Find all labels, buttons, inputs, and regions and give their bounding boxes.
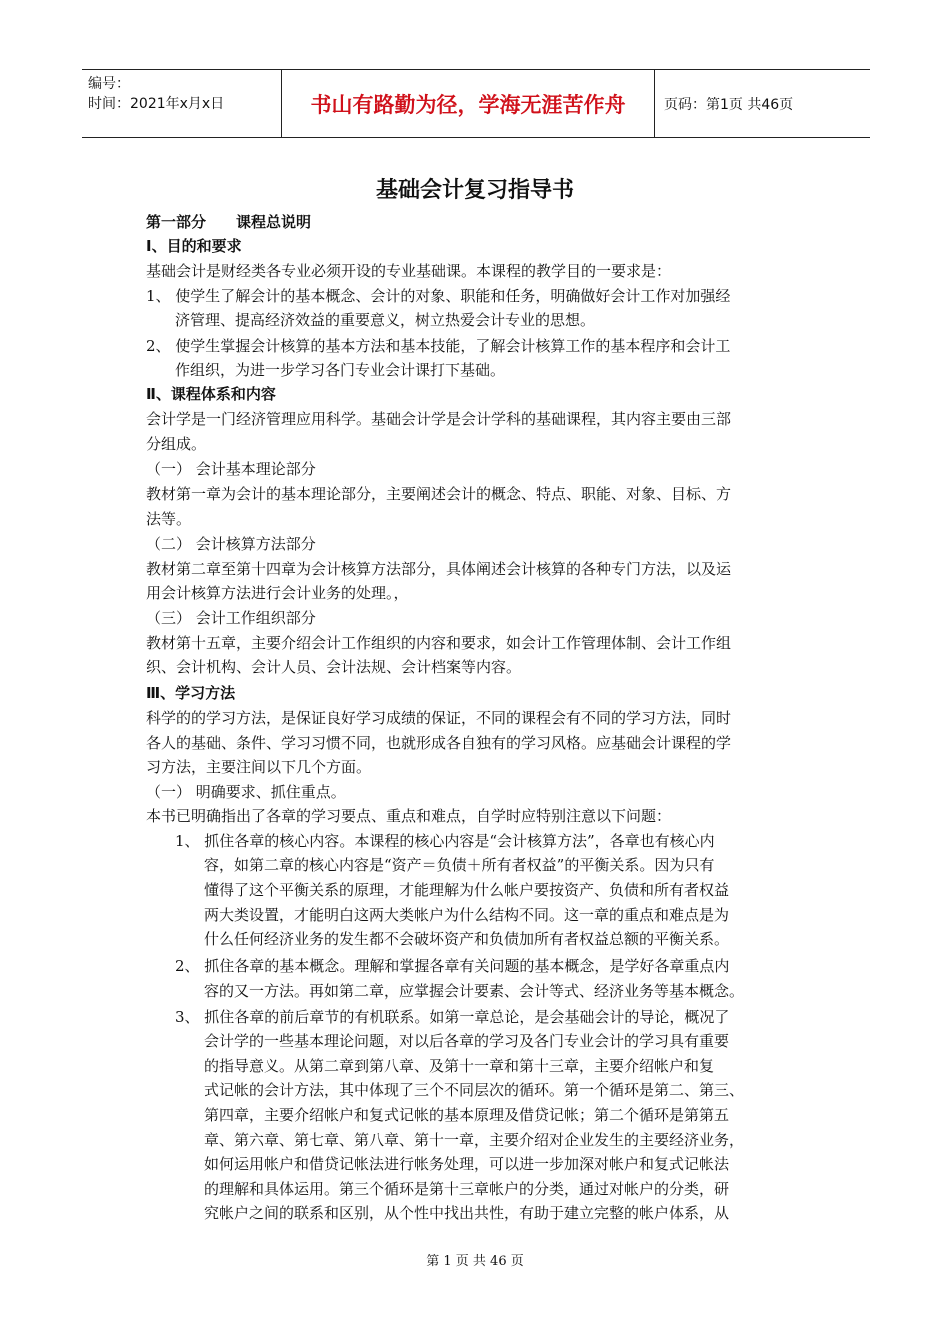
paragraph-line: 法等。 [146,510,192,528]
subsection-heading: （一） 明确要求、抓住重点。 [146,783,346,801]
list-item-line: 究帐户之间的联系和区别，从个性中找出共性，有助于建立完整的帐户体系，从 [204,1204,730,1222]
list-item-line: 容的又一方法。再如第二章，应掌握会计要素、会计等式、经济业务等基本概念。 [204,982,745,1000]
list-item-line: 懂得了这个平衡关系的原理，才能理解为什么帐户要按资产、负债和所有者权益 [204,881,730,899]
list-item-line: 如何运用帐户和借贷记帐法进行帐务处理，可以进一步加深对帐户和复式记帐法 [204,1155,730,1173]
paragraph-line: 基础会计是财经类各专业必须开设的专业基础课。本课程的教学目的一要求是： [146,262,672,280]
section-heading: Ⅱ、课程体系和内容 [146,385,276,403]
code-label: 编号： [88,76,130,92]
list-item-line: 的理解和具体运用。第三个循环是第十三章帐户的分类，通过对帐户的分类，研 [204,1180,730,1198]
time-label: 时间：2021年x月x日 [88,96,225,112]
list-item-line: 济管理、提高经济效益的重要意义，树立热爱会计专业的思想。 [175,311,596,329]
list-item-line: 式记帐的会计方法，其中体现了三个不同层次的循环。第一个循环是第二、第三、 [204,1081,745,1099]
list-item-line: 2、 使学生掌握会计核算的基本方法和基本技能，了解会计核算工作的基本程序和会计工 [146,337,731,355]
list-item-line: 什么任何经济业务的发生都不会破坏资产和负债加所有者权益总额的平衡关系。 [204,930,730,948]
paragraph-line: 科学的的学习方法，是保证良好学习成绩的保证，不同的课程会有不同的学习方法，同时 [146,709,732,727]
list-item-line: 1、 抓住各章的核心内容。本课程的核心内容是“会计核算方法”，各章也有核心内 [175,832,715,850]
list-item-line: 容，如第二章的核心内容是“资产＝负债＋所有者权益”的平衡关系。因为只有 [204,856,715,874]
list-item-line: 第四章，主要介绍帐户和复式记帐的基本原理及借贷记帐；第二个循环是第第五 [204,1106,730,1124]
header-page-info: 页码：第1页 共46页 [664,97,794,113]
document-header [82,69,870,138]
subsection-heading: （一） 会计基本理论部分 [146,460,316,478]
paragraph-line: 织、会计机构、会计人员、会计法规、会计档案等内容。 [146,658,522,676]
section-heading: Ⅰ、目的和要求 [146,237,242,255]
paragraph-line: 分组成。 [146,435,207,453]
header-motto: 书山有路勤为径，学海无涯苦作舟 [310,92,626,117]
list-item-line: 两大类设置，才能明白这两大类帐户为什么结构不同。这一章的重点和难点是为 [204,906,730,924]
list-item-line: 作组织，为进一步学习各门专业会计课打下基础。 [175,361,506,379]
header-divider [654,70,655,137]
document-title: 基础会计复习指导书 [375,178,574,203]
paragraph-line: 教材第十五章，主要介绍会计工作组织的内容和要求，如会计工作管理体制、会计工作组 [146,634,732,652]
subsection-heading: （三） 会计工作组织部分 [146,609,316,627]
paragraph-line: 各人的基础、条件、学习习惯不同，也就形成各自独有的学习风格。应基础会计课程的学 [146,734,732,752]
page-footer: 第 1 页 共 46 页 [426,1254,524,1269]
section-heading: Ⅲ、学习方法 [146,684,236,702]
list-item-line: 1、 使学生了解会计的基本概念、会计的对象、职能和任务，明确做好会计工作对加强经 [146,287,731,305]
paragraph-line: 本书已明确指出了各章的学习要点、重点和难点，自学时应特别注意以下问题： [146,807,672,825]
paragraph-line: 用会计核算方法进行会计业务的处理。， [146,584,409,602]
paragraph-line: 会计学是一门经济管理应用科学。基础会计学是会计学科的基础课程，其内容主要由三部 [146,410,732,428]
header-meta [82,70,282,137]
paragraph-line: 教材第一章为会计的基本理论部分，主要阐述会计的概念、特点、职能、对象、目标、方 [146,485,732,503]
paragraph-line: 习方法，主要注间以下几个方面。 [146,758,372,776]
subsection-heading: （二） 会计核算方法部分 [146,535,316,553]
paragraph-line: 教材第二章至第十四章为会计核算方法部分，具体阐述会计核算的各种专门方法，以及运 [146,560,732,578]
list-item-line: 会计学的一些基本理论问题，对以后各章的学习及各门专业会计的学习具有重要 [204,1032,730,1050]
part-heading: 第一部分 课程总说明 [146,213,312,231]
list-item-line: 的指导意义。从第二章到第八章、及第十一章和第十三章，主要介绍帐户和复 [204,1057,715,1075]
list-item-line: 章、第六章、第七章、第八章、第十一章，主要介绍对企业发生的主要经济业务， [204,1131,745,1149]
list-item-line: 2、 抓住各章的基本概念。理解和掌握各章有关问题的基本概念，是学好各章重点内 [175,957,730,975]
list-item-line: 3、 抓住各章的前后章节的有机联系。如第一章总论，是会基础会计的导论，概况了 [175,1008,730,1026]
